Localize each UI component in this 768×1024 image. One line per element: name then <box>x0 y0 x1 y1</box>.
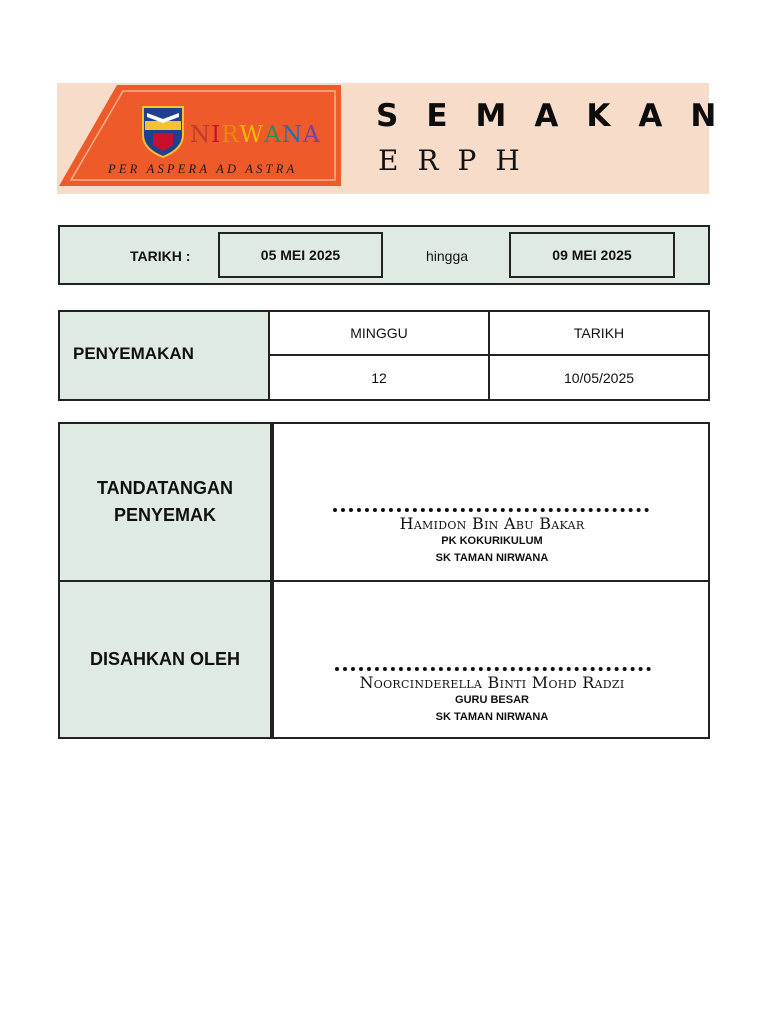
label-line: TANDATANGAN <box>97 478 233 498</box>
signature-line <box>335 667 651 671</box>
approver-name: Noorcinderella Binti Mohd Radzi <box>359 673 625 692</box>
start-date-field: 05 MEI 2025 <box>218 232 383 278</box>
date-value: 10/05/2025 <box>488 354 710 401</box>
date-header: TARIKH <box>488 310 710 356</box>
reviewer-signature-label <box>58 422 272 582</box>
school-crest-icon <box>143 107 183 157</box>
week-value: 12 <box>268 354 490 401</box>
signature-line <box>333 508 649 512</box>
page-title: SEMAKAN <box>376 98 745 134</box>
brand-letter: A <box>264 122 282 148</box>
school-motto: PER ASPERA AD ASTRA <box>108 162 298 176</box>
brand-letter: R <box>221 122 240 148</box>
brand-name <box>190 122 321 148</box>
label-line: PENYEMAK <box>113 505 216 525</box>
week-header: MINGGU <box>268 310 490 356</box>
date-label: TARIKH : <box>130 248 191 264</box>
reviewer-role: PK KOKURIKULUM <box>441 535 543 547</box>
approver-label <box>58 580 272 739</box>
brand-letter: I <box>211 122 222 148</box>
end-date-field: 09 MEI 2025 <box>509 232 675 278</box>
approver-school: SK TAMAN NIRWANA <box>435 711 549 723</box>
label-line: DISAHKAN OLEH <box>89 649 240 669</box>
brand-letter: A <box>302 122 321 148</box>
date-separator: hingga <box>426 248 469 264</box>
review-label: PENYEMAKAN <box>73 344 194 363</box>
brand-letter: W <box>239 122 265 148</box>
reviewer-school: SK TAMAN NIRWANA <box>435 552 549 564</box>
reviewer-name: Hamidon Bin Abu Bakar <box>399 514 585 533</box>
page-subtitle: ERPH <box>378 144 539 177</box>
brand-letter: N <box>190 122 212 148</box>
brand-letter: N <box>281 122 303 148</box>
approver-role: GURU BESAR <box>455 694 529 706</box>
